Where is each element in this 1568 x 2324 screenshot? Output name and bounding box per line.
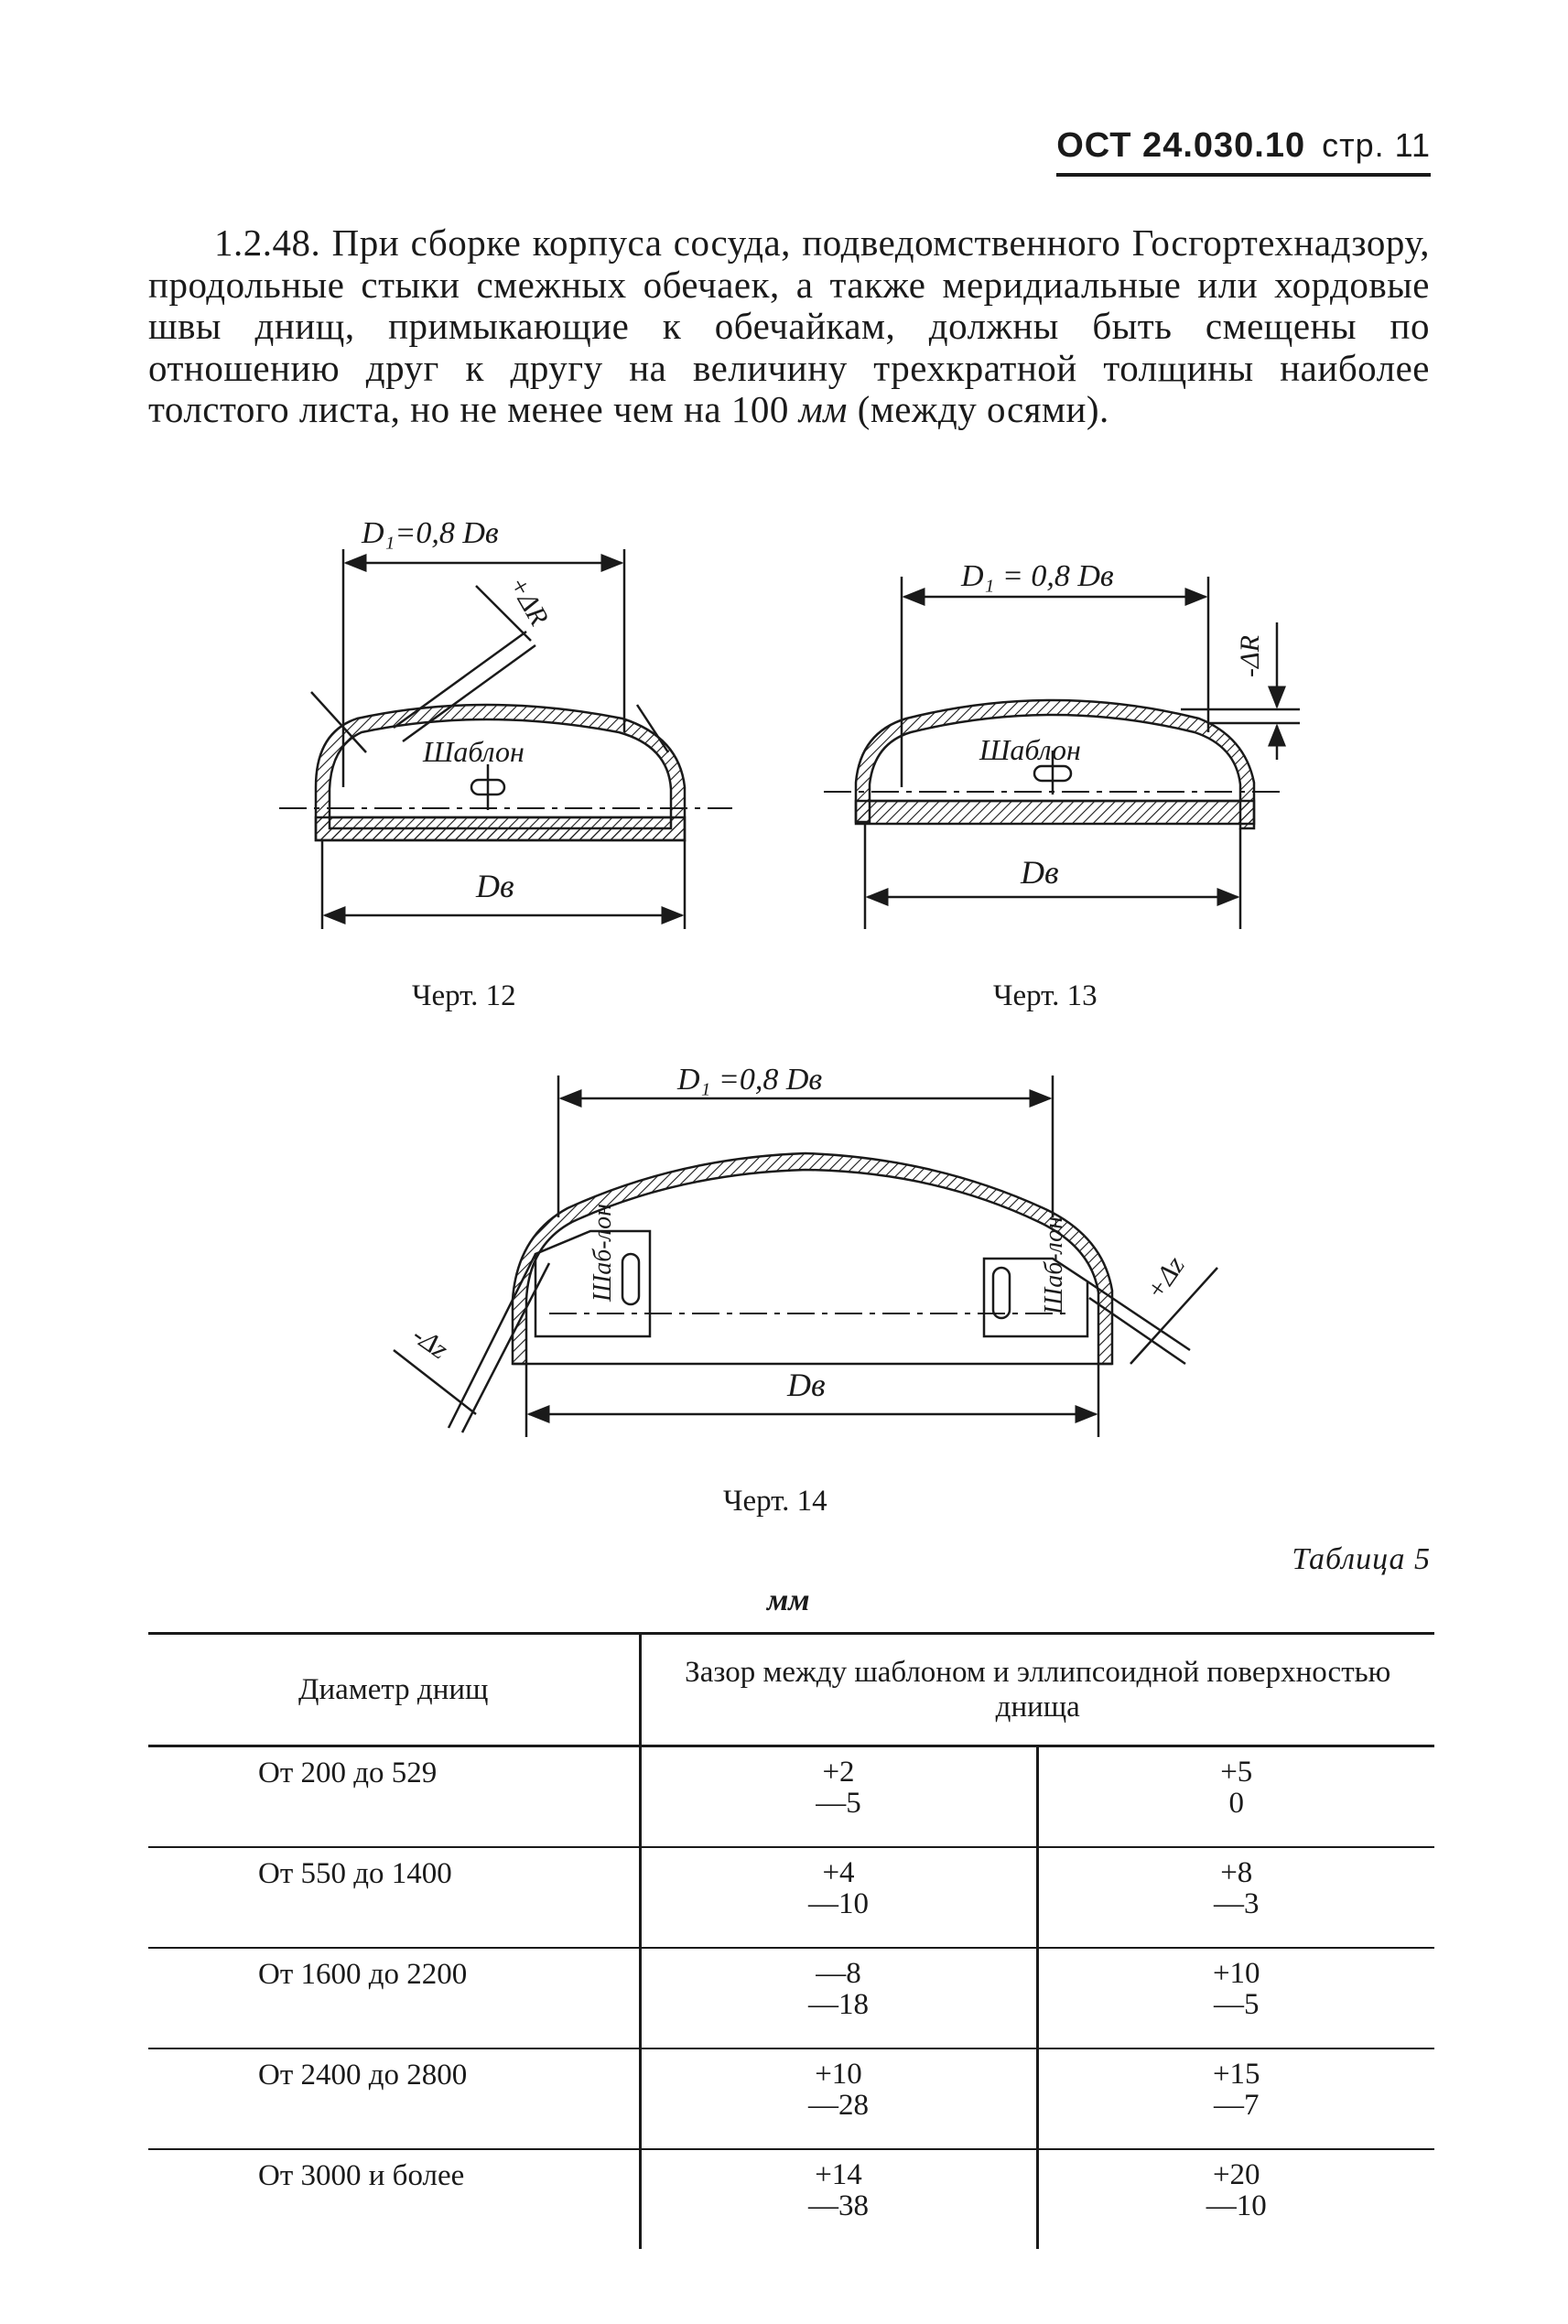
table-row — [148, 1746, 1434, 1848]
cell-gap-b: +20 —10 — [1037, 2149, 1434, 2249]
fig13-bottom-dim: Dв — [1021, 854, 1059, 891]
fig14-bottom-dim: Dв — [787, 1367, 826, 1403]
table-row — [148, 2149, 1434, 2249]
table-title: Таблица 5 — [1292, 1542, 1431, 1576]
header-diameter: Диаметр днищ — [148, 1634, 640, 1746]
cell-diameter: От 3000 и более — [258, 2159, 465, 2192]
table-row — [148, 1847, 1434, 1948]
cell-diameter: От 550 до 1400 — [148, 1847, 640, 1948]
cell-gap-b: +8 —3 — [1037, 1847, 1434, 1948]
page-number: стр. 11 — [1322, 126, 1431, 164]
fig13-top-dim: D₁ = 0,8 Dв — [961, 559, 1114, 593]
table-row — [148, 1948, 1434, 2048]
cell-diameter: От 1600 до 2200 — [148, 1948, 640, 2048]
fig13-gap: -ΔR — [1235, 635, 1265, 677]
cell-diameter: От 200 до 529 — [148, 1746, 640, 1848]
cell-gap-b: +10 —5 — [1037, 1948, 1434, 2048]
cell-gap-a: +14 —38 — [640, 2149, 1037, 2249]
table-unit: мм — [767, 1584, 810, 1617]
clause-text: 1.2.48. При сборке корпуса сосуда, подведомственного Госгортехнадзору, продольные стыки смежных обечаек, а также меридиальные или хордовые швы днищ, примыкающие к обечайкам, должны быть смещены по отношению друг к другу на величину трехкратной толщины наиболее толстого листа, но не менее чем на 100 — [148, 222, 1430, 430]
caption-fig14: Черт. 14 — [723, 1485, 827, 1518]
cell-gap-b: +5 0 — [1037, 1746, 1434, 1848]
cell-gap-a: +2 —5 — [640, 1746, 1037, 1848]
table-row — [148, 2048, 1434, 2149]
fig12-gap: +ΔR — [502, 571, 555, 632]
clause-unit: мм — [798, 388, 848, 430]
cell-diameter: От 2400 до 2800 — [148, 2048, 640, 2149]
caption-fig13: Черт. 13 — [993, 979, 1098, 1012]
cell-gap-b: +15 —7 — [1037, 2048, 1434, 2149]
caption-fig12: Черт. 12 — [412, 979, 516, 1012]
fig13-template: Шаблон — [979, 733, 1081, 766]
tolerance-table — [148, 1632, 1434, 2249]
fig14-template-right: Шаб-лон — [1040, 1216, 1068, 1314]
table-header-row — [148, 1634, 1434, 1746]
doc-code: ОСТ 24.030.10 — [1056, 126, 1306, 165]
cell-gap-a: +4 —10 — [640, 1847, 1037, 1948]
fig14-template-left: Шаб-лон — [589, 1203, 617, 1302]
fig14-gap-left: -Δz — [406, 1319, 454, 1366]
fig14-gap-right: +Δz — [1140, 1250, 1191, 1306]
fig12-top-dim: D₁=0,8 Dв — [362, 516, 499, 550]
header-gap: Зазор между шаблоном и эллипсоидной поверхностью днища — [640, 1634, 1434, 1746]
cell-gap-a: +10 —28 — [640, 2048, 1037, 2149]
cell-gap-a: —8 —18 — [640, 1948, 1037, 2048]
fig12-template: Шаблон — [423, 735, 524, 768]
fig14-top-dim: D₁ =0,8 Dв — [677, 1063, 823, 1097]
fig12-bottom-dim: Dв — [476, 868, 514, 904]
clause-tail: (между осями). — [847, 388, 1109, 430]
